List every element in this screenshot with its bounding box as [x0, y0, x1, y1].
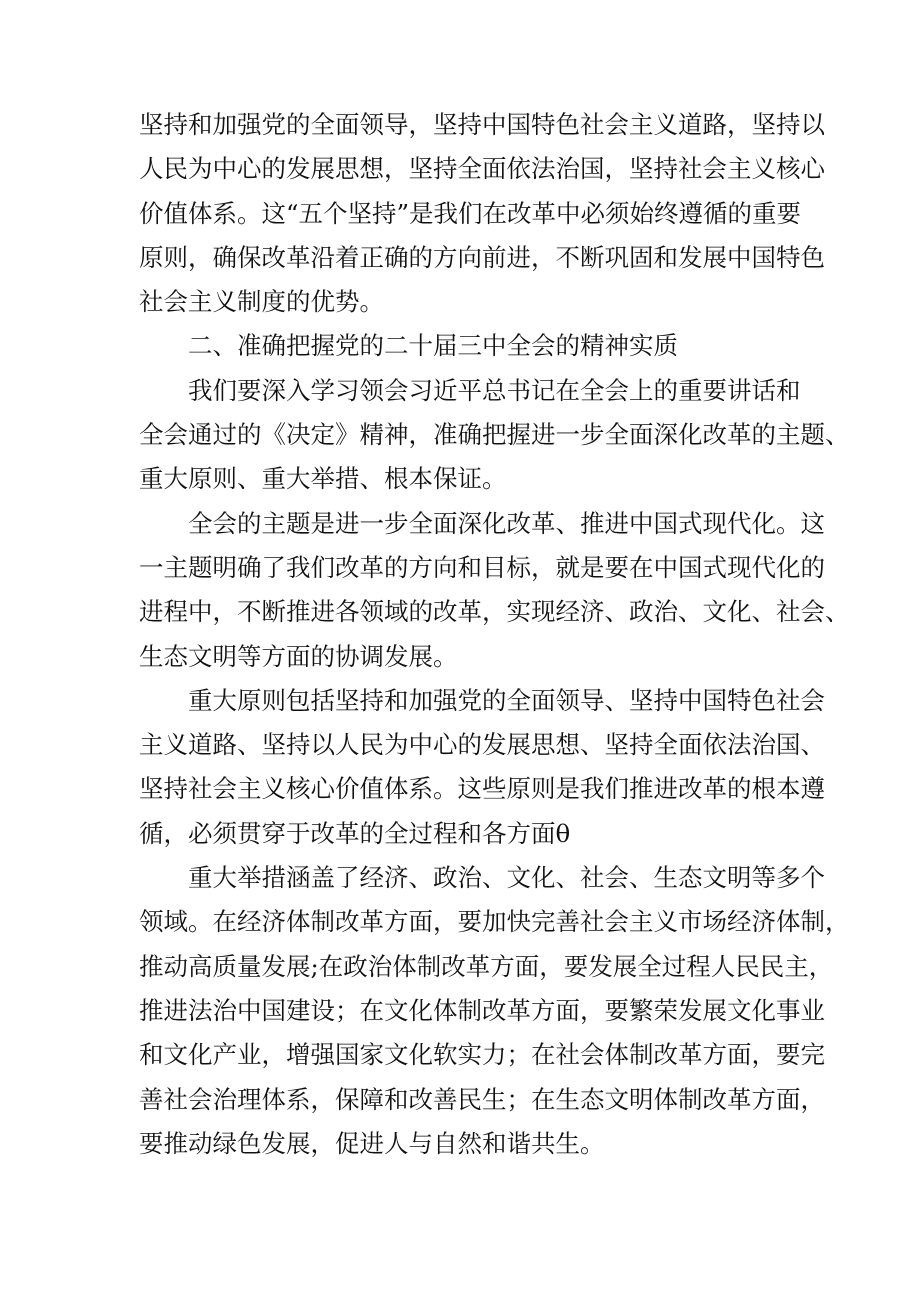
text-line: 我们要深入学习领会习近平总书记在全会上的重要讲话和 — [188, 375, 801, 405]
text-line: 重大原则、重大举措、根本保证。 — [139, 464, 507, 494]
text-line: 全会的主题是进一步全面深化改革、推进中国式现代化。这 — [188, 508, 825, 538]
text-line: 善社会治理体系，保障和改善民生；在生态文明体制改革方面， — [139, 1084, 825, 1114]
text-line: 社会主义制度的优势。 — [139, 287, 384, 317]
text-line: 生态文明等方面的协调发展。 — [139, 641, 458, 671]
text-line: 人民为中心的发展思想，坚持全面依法治国，坚持社会主义核心 — [139, 154, 825, 184]
document-body — [139, 103, 850, 1166]
text-line: 推进法治中国建设；在文化体制改革方面，要繁荣发展文化事业 — [139, 995, 825, 1025]
text-line: 重大举措涵盖了经济、政治、文化、社会、生态文明等多个 — [188, 863, 825, 893]
text-line: 领域。在经济体制改革方面，要加快完善社会主义市场经济体制， — [139, 907, 850, 937]
text-line: 坚持和加强党的全面领导，坚持中国特色社会主义道路，坚持以 — [139, 110, 825, 139]
text-line: 主义道路、坚持以人民为中心的发展思想、坚持全面依法治国、 — [139, 730, 825, 760]
text-line: 进程中，不断推进各领域的改革，实现经济、政治、文化、社会、 — [139, 597, 850, 627]
paragraph-intro-continued — [139, 103, 825, 324]
text-line: 和文化产业，增强国家文化软实力；在社会体制改革方面，要完 — [139, 1040, 825, 1070]
text-line: 坚持社会主义核心价值体系。这些原则是我们推进改革的根本遵 — [139, 774, 825, 804]
paragraph-theme — [139, 502, 850, 679]
text-line: 一主题明确了我们改革的方向和目标，就是要在中国式现代化的 — [139, 552, 825, 582]
paragraph-measures — [139, 856, 850, 1166]
paragraph-principles — [139, 679, 825, 856]
text-line: 循，必须贯穿于改革的全过程和各方面θ — [139, 818, 571, 848]
section-heading — [139, 324, 799, 368]
heading-line: 二、准确把握党的二十届三中全会的精神实质 — [188, 331, 678, 361]
text-line: 重大原则包括坚持和加强党的全面领导、坚持中国特色社会 — [188, 685, 825, 715]
text-line: 全会通过的《决定》精神，准确把握进一步全面深化改革的主题、 — [139, 420, 850, 450]
text-line: 原则，确保改革沿着正确的方向前进，不断巩固和发展中国特色 — [139, 242, 825, 272]
text-line: 价值体系。这“五个坚持”是我们在改革中必须始终遵循的重要 — [139, 198, 802, 228]
text-line: 推动高质量发展;在政治体制改革方面，要发展全过程人民民主， — [139, 951, 834, 981]
text-line: 要推动绿色发展，促进人与自然和谐共生。 — [139, 1128, 605, 1158]
paragraph-study — [139, 369, 850, 502]
